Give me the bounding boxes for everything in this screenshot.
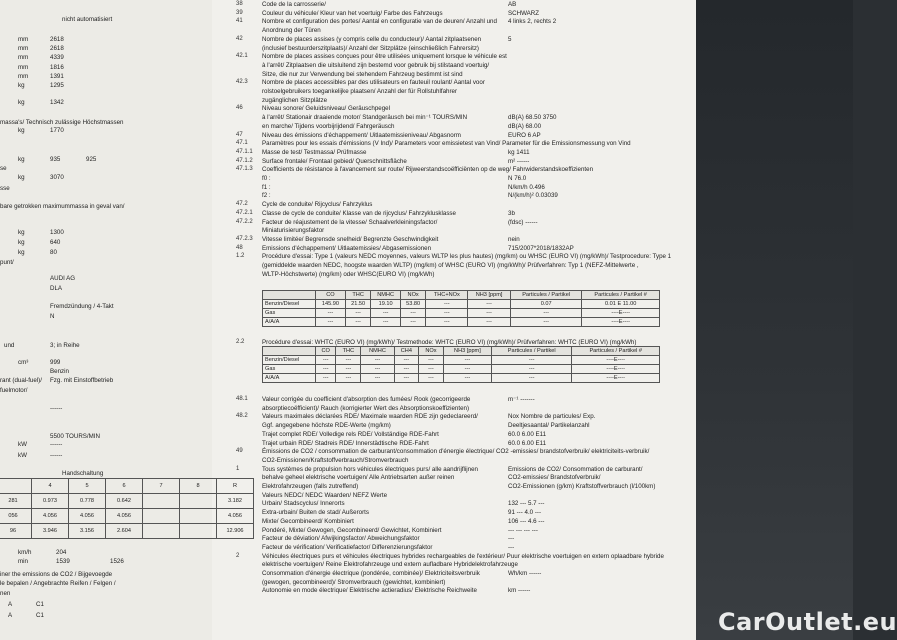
section-number: 46: [236, 105, 243, 112]
table-row: [263, 309, 660, 318]
section-number: 49: [236, 448, 243, 455]
dimension-unit: mm: [18, 54, 29, 62]
table-cell: ---: [336, 356, 361, 365]
table-header-cell: NH3 [ppm]: [468, 291, 511, 300]
table-cell: Benzin/Diesel: [263, 356, 316, 365]
table-cell: ---: [492, 356, 572, 365]
table-cell: ----E----: [582, 309, 660, 318]
row-text: Valeurs maximales déclarées RDE/ Maximale waarden RDE zijn gedeclareerd/: [262, 413, 478, 421]
row-text: Facteur de réajustement de la vitesse/ Schaalverkleiningsfactor/: [262, 218, 438, 226]
gear-cell: 4.056: [106, 509, 143, 524]
row-text: Nombre de places assises conçues pour être utilisées uniquement lorsque le véhicule est: [262, 53, 507, 61]
table-header-cell: CO: [316, 291, 346, 300]
speed-value: 204: [56, 549, 67, 556]
left-document-page: [0, 0, 212, 640]
kw-unit: kW: [18, 441, 27, 448]
row-text: Niveau sonore/ Geluidsniveau/ Geräuschpegel: [262, 105, 390, 113]
table-cell: ---: [400, 318, 426, 327]
mass-unit: kg: [18, 99, 25, 106]
row-text: Tous systèmes de propulsion hors véhicules électriques purs/ alle aandrijflijnen: [262, 465, 478, 473]
table-header-cell: NOx: [419, 347, 444, 356]
braked-value: 1300: [50, 229, 64, 236]
table-header-cell: NMHC: [361, 347, 394, 356]
gear-header-cell: 7: [143, 479, 180, 494]
gear-header-cell: R: [217, 479, 254, 494]
section-number: 47.1.3: [236, 166, 253, 173]
row-text: à l'arrêt/ Stationair draaiende motor/ Standgeräusch bei min⁻¹ TOURS/MIN: [262, 114, 468, 122]
table-cell: A/A/A: [263, 374, 316, 383]
row-value: EURO 6 AP: [508, 131, 541, 139]
table-cell: Gas: [263, 365, 316, 374]
gear-ratio-table: [0, 478, 254, 539]
cc-value: 999: [50, 359, 61, 366]
row-value: N/km/h 0.496: [508, 183, 545, 191]
gear-cell: 0.642: [106, 494, 143, 509]
fragment-punt: punt/: [0, 259, 14, 266]
row-text: Extra-urbain/ Buiten de stad/ Außerorts: [262, 509, 369, 517]
row-text: Trajet complet RDE/ Volledige rels RDE/ Vollständige RDE-Fahrt: [262, 430, 439, 438]
emissions-table-whtc: [262, 346, 660, 383]
row-value: m⁻¹ -------: [508, 396, 535, 403]
speed-unit: km/h: [18, 549, 32, 556]
table-cell: ---: [443, 356, 491, 365]
table-cell: ---: [394, 374, 419, 383]
max-mass-unit: kg: [18, 127, 25, 134]
row-value: dB(A) 68.50 3750: [508, 114, 557, 122]
row-value: m² ------: [508, 157, 530, 165]
fragment-se: se: [0, 165, 7, 172]
table-cell: 21.50: [345, 300, 371, 309]
table-cell: ---: [371, 309, 400, 318]
section-number: 38: [236, 1, 243, 7]
row-value: 60.0 6.00 E11: [508, 439, 547, 447]
row-text: Couleur du véhicule/ Kleur van het voertuig/ Farbe des Fahrzeugs: [262, 9, 443, 17]
dimension-unit: mm: [18, 45, 29, 53]
table-header-cell: Particules / Partikel #: [582, 291, 660, 300]
section-number: 48.2: [236, 413, 248, 420]
table-cell: Benzin/Diesel: [263, 300, 316, 309]
row-text: Ggf. angegebene höchste RDE-Werte (mg/km): [262, 422, 391, 430]
row-text: en marche/ Tijdens voorbijrijdend/ Fahrgeräusch: [262, 122, 395, 130]
table-cell: 19.10: [371, 300, 400, 309]
table-cell: A/A/A: [263, 318, 316, 327]
table-cell: ---: [316, 365, 336, 374]
tyre-label: le bepalen / Angebrachte Reifen / Felgen /: [0, 580, 116, 587]
row-value: 4 links 2, rechts 2: [508, 18, 557, 26]
table-cell: ----E----: [572, 356, 660, 365]
row-text: absorptiecoëfficient)/ Rauch (korrigierter Wert des Absorptionskoeffizienten): [262, 404, 470, 412]
section-number: 47.1: [236, 140, 248, 147]
table-cell: Gas: [263, 309, 316, 318]
table-cell: ---: [336, 374, 361, 383]
row-value: 715/2007*2018/1832AP: [508, 244, 574, 252]
dark-background: [696, 0, 853, 640]
row-text: WLTP-Höchstwerte) (mg/km) oder WHSC(EURO VI) (mg/kWh): [262, 270, 435, 278]
max-mass-value: 1770: [50, 127, 64, 134]
row-text: Sitze, die nur zur Verwendung bei stehendem Fahrzeug bestimmt ist sind: [262, 70, 463, 78]
table-cell: ---: [426, 300, 468, 309]
gear-header-cell: 5: [69, 479, 106, 494]
section-number: 47: [236, 131, 243, 138]
table-cell: 0.01 E 11.00: [582, 300, 660, 309]
kw-value: ------: [50, 452, 63, 459]
table-header-cell: THC: [336, 347, 361, 356]
mass-value: 1342: [50, 99, 64, 106]
cyl-value: 3; in Reihe: [50, 342, 80, 349]
gear-header-cell: 4: [32, 479, 69, 494]
table-header-cell: NOx: [400, 291, 426, 300]
table-cell: ---: [316, 309, 346, 318]
row-value: Deeltjesaantal/ Partikelanzahl: [508, 422, 590, 430]
max-mass-label: massa's/ Technisch zulässige Höchstmassen: [0, 119, 124, 126]
gear-cell: 3.156: [69, 524, 106, 539]
section-number: 39: [236, 9, 243, 16]
gear-cell: [143, 494, 180, 509]
dimension-value: 1816: [50, 63, 64, 71]
tyre-value: C1: [36, 612, 44, 619]
table-header-cell: [263, 347, 316, 356]
rpm2-a: 1539: [56, 558, 70, 565]
rpm2-unit: min: [18, 558, 28, 565]
row-text: Code de la carrosserie/: [262, 1, 326, 8]
row-text: Anordnung der Türen: [262, 27, 321, 35]
section-number: 48.1: [236, 396, 248, 402]
table-cell: ---: [316, 356, 336, 365]
gear-cell: 12.906: [217, 524, 254, 539]
table-cell: ---: [492, 365, 572, 374]
table-cell: 145.90: [316, 300, 346, 309]
section-number: 2.2: [236, 339, 245, 345]
table-cell: ---: [371, 318, 400, 327]
table-header-cell: [263, 291, 316, 300]
gear-cell: 4.056: [32, 509, 69, 524]
gear-cell: 0.778: [69, 494, 106, 509]
carOutlet-watermark: CarOutlet.eu: [718, 608, 897, 636]
table-cell: 0.07: [510, 300, 581, 309]
row-text: Classe de cycle de conduite/ Klasse van de rijcyclus/ Fahrzyklusklasse: [262, 209, 456, 217]
table-cell: ---: [345, 309, 371, 318]
row-value: CO2-emissies/ Brandstofverbruik/: [508, 474, 601, 482]
row-text: Coefficients de résistance à l'avancement sur route/ Rijweerstandscoëfficiënten op de weg/ Fahrwiderstandskoeffizienten: [262, 166, 594, 174]
table-header-cell: NH3 [ppm]: [443, 347, 491, 356]
axle-value-1: 935: [50, 156, 61, 163]
section-number: 2: [236, 552, 240, 559]
section-number: 47.2.2: [236, 218, 253, 225]
dimension-unit: mm: [18, 72, 29, 80]
table-cell: ---: [468, 309, 511, 318]
tyre-value: C1: [36, 601, 44, 608]
row-text: Pondéré, Mixte/ Gewogen, Gecombineerd/ Gewichtet, Kombiniert: [262, 526, 442, 534]
rpm-value: 5500 TOURS/MIN: [50, 433, 100, 440]
table-header-cell: CO: [316, 347, 336, 356]
dimension-unit: mm: [18, 36, 29, 43]
row-text: Trajet urbain RDE/ Stadreis RDE/ Innerstädtische RDE-Fahrt: [262, 439, 429, 447]
section-number: 42.1: [236, 53, 248, 60]
gear-cell: [180, 509, 217, 524]
row-value: (fdsc) ------: [508, 218, 538, 226]
gear-header-cell: 6: [106, 479, 143, 494]
row-text: Nombre de places assises (y compris celle du conducteur)/ Aantal zitplaatsenen: [262, 35, 482, 43]
row-text: f1 :: [262, 183, 271, 191]
combo-value: 3070: [50, 174, 64, 181]
table-cell: ---: [468, 318, 511, 327]
row-text: elektrische voertuigen/ Reine Elektrofahrzeuge und extern aufladbare Hybridelektrofahrzeuge: [262, 561, 518, 569]
rpm2-b: 1526: [110, 558, 124, 565]
dimension-value: 1391: [50, 72, 64, 80]
table-cell: ---: [361, 374, 394, 383]
table-row: [263, 300, 660, 309]
table-cell: ---: [361, 356, 394, 365]
table-header-cell: Particules / Partikel #: [572, 347, 660, 356]
gear-cell: 281: [0, 494, 32, 509]
table-cell: ----E----: [572, 374, 660, 383]
row-value: N 76.0: [508, 175, 527, 182]
axle-value-2: 925: [86, 156, 97, 163]
row-text: (inclusief bestuurderszitplaats)/ Anzahl der Sitzplätze (einschließlich Fahrersitz): [262, 44, 479, 52]
gear-cell: 056: [0, 509, 32, 524]
row-text: f0 :: [262, 175, 271, 182]
section-number: 47.2.3: [236, 235, 253, 242]
row-value: N/(km/h)² 0.03039: [508, 192, 558, 200]
row-text: (gemiddelde waarden NEDC, hoogste waarden WLTP) (mg/km) of WHSC (EURO VI) (mg/kWh)/ Prüfverfahren: Typ 1 (NEFZ-Mittelwerte ,: [262, 262, 639, 269]
fragment-hybrid: ------: [50, 405, 63, 412]
row-value: 106 --- 4.6 ---: [508, 517, 545, 525]
co2-label: iner the emissions de CO2 / Bijgevoegde: [0, 571, 113, 578]
gear-cell: [143, 509, 180, 524]
gear-cell: [180, 494, 217, 509]
row-text: Mixte/ Gecombineerd/ Kombiniert: [262, 517, 354, 525]
gear-row: [0, 494, 254, 509]
braked-label: bare getrokken maximummassa in geval van/: [0, 203, 125, 210]
dimension-value: 1295: [50, 82, 64, 89]
braked-value: 80: [50, 249, 57, 256]
table-cell: ---: [492, 374, 572, 383]
row-text: Paramètres pour les essais d'émissions (V Ind)/ Parameters voor emissietest van Vind/ Parameter für die Emissionsmessung von Vind: [262, 140, 631, 148]
gear-cell: 3.182: [217, 494, 254, 509]
gear-cell: 2.604: [106, 524, 143, 539]
section-number: 1: [236, 465, 240, 472]
table-header-cell: Particules / Partikel: [492, 347, 572, 356]
section-number: 42: [236, 35, 243, 42]
axle-unit: kg: [18, 156, 25, 163]
row-text: à l'arrêt/ Zitplaatsen die uitsluitend zijn bestemd voor gebruik bij stilstaand voertuig/: [262, 61, 490, 69]
header-value: nicht automatisiert: [62, 16, 113, 23]
row-text: Masse de test/ Testmassa/ Prüfmasse: [262, 148, 367, 156]
table-cell: ---: [400, 309, 426, 318]
type-code: DLA: [50, 285, 63, 292]
row-value: nein: [508, 235, 520, 243]
table-cell: ---: [419, 374, 444, 383]
braked-unit: kg: [18, 239, 25, 246]
row-text: Facteur de déviation/ Afwijkingsfactor/ Abweichungsfaktor: [262, 535, 420, 543]
ignition-code: N: [50, 313, 55, 320]
row-value: 91 --- 4.0 ---: [508, 509, 542, 517]
row-text: Véhicules électriques purs et véhicules électriques hybrides rechargeables de l'extérieur/ Puur elektrische voertuigen en extern oplaadbare hybride: [262, 552, 664, 560]
dimension-value: 4339: [50, 54, 64, 62]
manufacturer: AUDI AG: [50, 275, 76, 282]
gear-header-cell: [0, 479, 32, 494]
gear-header-cell: 8: [180, 479, 217, 494]
table-cell: ---: [394, 365, 419, 374]
table-cell: ---: [510, 309, 581, 318]
row-text: Vitesse limitée/ Begrensde snelheid/ Begrenzte Geschwindigkeit: [262, 235, 439, 243]
table-cell: ---: [419, 365, 444, 374]
table-cell: ---: [426, 309, 468, 318]
table-header-cell: THC+NOx: [426, 291, 468, 300]
table-row: [263, 374, 660, 383]
row-text: Emissions d'échappement/ Uitlaatemissies/ Abgasemissionen: [262, 244, 432, 252]
table-row: [263, 356, 660, 365]
row-text: Émissions de CO2 / consommation de carburant/consommation d'énergie électrique/ CO2 -emissies/ brandstofverbruik/ elektriciteits-verbruik/: [262, 448, 650, 456]
row-text: Urbain/ Stadscyclus/ Innerorts: [262, 500, 345, 508]
row-value: ---: [508, 543, 515, 551]
row-text: CO2-Emissionen/Kraftstoffverbrauch/Stromverbrauch: [262, 456, 409, 464]
table-header-cell: Particules / Partikel: [510, 291, 581, 300]
fuel-motor: fuelmotor/: [0, 387, 28, 394]
row-text: Miniaturisierungsfaktor: [262, 227, 325, 235]
row-value: Emissions de CO2/ Consommation de carburant/: [508, 465, 643, 473]
row-text: Autonomie en mode électrique/ Elektrische actieradius/ Elektrische Reichweite: [262, 587, 477, 595]
table-header-cell: THC: [345, 291, 371, 300]
table-cell: ---: [394, 356, 419, 365]
emissions-table-type1: [262, 290, 660, 327]
row-value: kg 1411: [508, 148, 530, 156]
row-text: behalve geheel elektrische voertuigen/ Alle Antriebsarten außer reinen: [262, 474, 455, 482]
row-text: Procédure d'essai: Type 1 (valeurs NEDC moyennes, valeurs WLTP les plus hautes) (mg/km) ou WHSC (EURO VI) (mg/kWh)/ Testprocedure: Type 1: [262, 253, 672, 261]
row-value: --- --- --- ---: [508, 526, 538, 534]
cyl-label: und: [4, 342, 15, 349]
row-text: Elektrofahrzeugen (falls zutreffend): [262, 483, 359, 490]
row-value: 60.0 6.00 E11: [508, 430, 547, 438]
table-cell: ---: [468, 300, 511, 309]
row-text: Nombre de places accessibles par des utilisateurs en fauteuil roulant/ Aantal voor: [262, 79, 485, 87]
gear-cell: 0.973: [32, 494, 69, 509]
row-text: rolstoelgebruikers toegankelijke plaatsen/ Anzahl der für Rollstuhlfahrer: [262, 88, 458, 95]
table-cell: ---: [316, 374, 336, 383]
kw-value: ------: [50, 441, 63, 448]
braked-unit: kg: [18, 229, 25, 236]
row-text: Valeur corrigée du coefficient d'absorption des fumées/ Rook (gecorrigeerde: [262, 396, 471, 403]
section-number: 47.2: [236, 201, 248, 208]
tyre-code: A: [8, 601, 13, 608]
gear-cell: [143, 524, 180, 539]
section-number: 47.2.1: [236, 209, 253, 216]
dimension-value: 2618: [50, 45, 64, 53]
dimension-unit: kg: [18, 82, 25, 89]
row-text: Cycle de conduite/ Rijcyclus/ Fahrzyklus: [262, 201, 373, 209]
braked-value: 640: [50, 239, 61, 246]
braked-unit: kg: [18, 249, 25, 256]
cc-unit: cm³: [18, 359, 29, 366]
table-header-cell: NMHC: [371, 291, 400, 300]
row-value: SCHWARZ: [508, 9, 540, 17]
gear-cell: 4.056: [217, 509, 254, 524]
fuel-note: Fzg. mit Einstoffbetrieb: [50, 377, 114, 384]
gear-cell: 3.946: [32, 524, 69, 539]
gear-row: [0, 509, 254, 524]
table-cell: 53.80: [400, 300, 426, 309]
fragment-sse: sse: [0, 185, 10, 192]
section-number: 47.1.1: [236, 148, 253, 155]
table-cell: ---: [426, 318, 468, 327]
table-cell: ---: [419, 356, 444, 365]
row-value: Wh/km ------: [508, 570, 542, 577]
row-text: Facteur de vérification/ Verificatiefactor/ Differenzierungsfaktor: [262, 543, 433, 551]
table-cell: ---: [361, 365, 394, 374]
table-row: [263, 365, 660, 374]
kw-unit: kW: [18, 452, 27, 459]
row-value: CO2-Emissionen (g/km) Kraftstoffverbrauch (l/100km): [508, 483, 656, 490]
table-cell: ---: [443, 374, 491, 383]
dimension-value: 2618: [50, 36, 64, 43]
row-value: dB(A) 68.00: [508, 122, 542, 130]
table-cell: ---: [336, 365, 361, 374]
row-text: (gewogen, gecombineerd)/ Stromverbrauch (gewichtet, kombiniert): [262, 578, 446, 586]
row-text: Nombre et configuration des portes/ Aantal en configuratie van de deuren/ Anzahl und: [262, 18, 497, 26]
row-value: 5: [508, 35, 512, 43]
row-value: ---: [508, 535, 515, 543]
gear-cell: 4.056: [69, 509, 106, 524]
section-number: 42.3: [236, 79, 248, 86]
ignition: Fremdzündung / 4-Takt: [50, 303, 114, 310]
table-cell: ----E----: [582, 318, 660, 327]
row-value: km ------: [508, 587, 531, 595]
table-cell: ---: [510, 318, 581, 327]
row-text: zugänglichen Sitzplätze: [262, 96, 328, 104]
dimension-unit: mm: [18, 63, 29, 71]
table-header-cell: CH4: [394, 347, 419, 356]
tyre-code: A: [8, 612, 13, 619]
table-cell: ----E----: [572, 365, 660, 374]
row-text: Procédure d'essai: WHTC (EURO VI) (mg/kWh)/ Testmethode: WHTC (EURO VI) (mg/kWh)/ Prüfverfahren: WHTC (EURO VI) (mg/kWh): [262, 339, 637, 346]
gear-cell: [180, 524, 217, 539]
row-value: AB: [508, 1, 517, 8]
table-cell: ---: [345, 318, 371, 327]
row-text: Surface frontale/ Frontaal gebied/ Querschnittsfläche: [262, 157, 407, 165]
row-value: 3b: [508, 209, 515, 217]
fuel-label: rant (dual-fuel)/: [0, 377, 42, 384]
table-row: [263, 318, 660, 327]
row-value: 132 --- 5.7 ---: [508, 500, 545, 508]
row-text: Consommation d'énergie électrique (pondérée, combinée)/ Elektriciteitsverbruik: [262, 570, 480, 577]
section-number: 1.2: [236, 253, 245, 260]
fuel: Benzin: [50, 368, 69, 375]
fragment-nen: nen: [0, 590, 11, 597]
row-value: Nox Nombre de particules/ Exp.: [508, 413, 596, 421]
gear-cell: 96: [0, 524, 32, 539]
row-text: f2 :: [262, 192, 271, 200]
section-number: 47.1.2: [236, 157, 253, 164]
section-number: 41: [236, 18, 243, 25]
table-cell: ---: [316, 318, 346, 327]
gear-row: [0, 524, 254, 539]
row-text: Valeurs NEDC/ NEDC Waarden/ NEFZ Werte: [262, 491, 388, 499]
combo-unit: kg: [18, 174, 25, 181]
transmission: Handschaltung: [62, 470, 104, 477]
row-text: Niveau des émissions d'échappement/ Uitlaatemissieniveau/ Abgasnorm: [262, 131, 461, 139]
table-cell: ---: [443, 365, 491, 374]
section-number: 48: [236, 244, 243, 251]
